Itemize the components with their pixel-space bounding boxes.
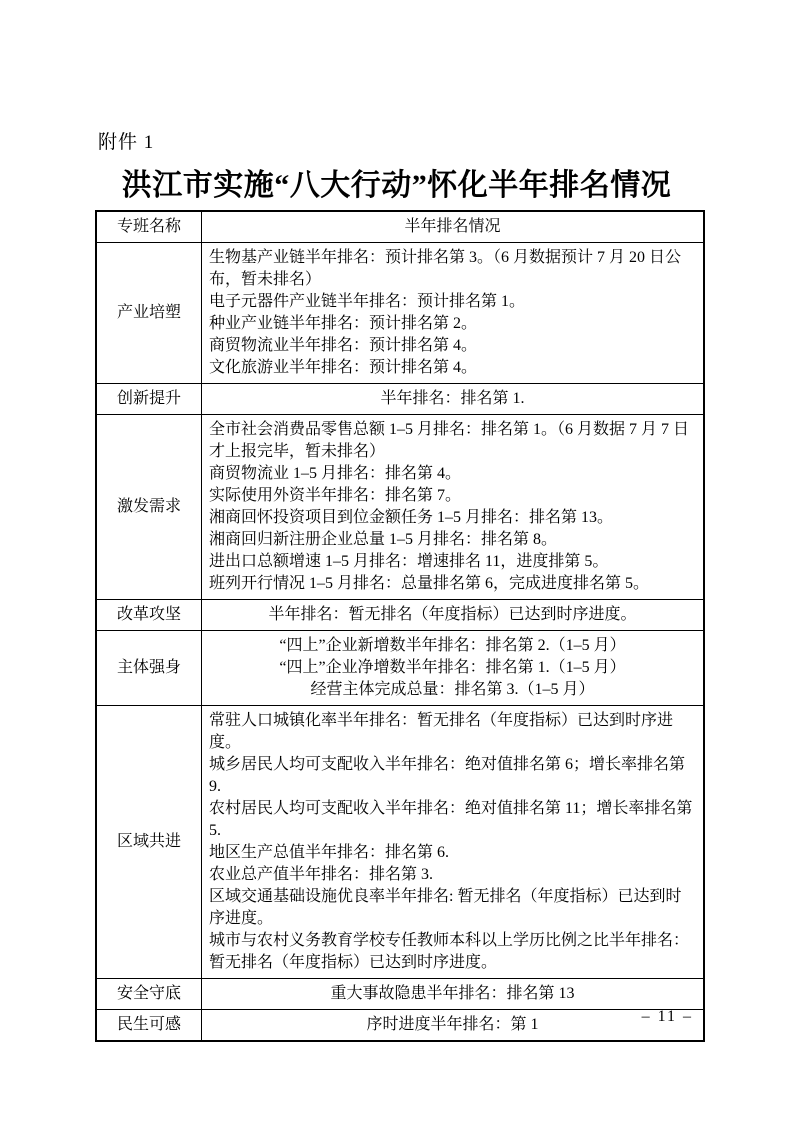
ranking-line: 重大事故隐患半年排名：排名第 13 — [330, 985, 575, 1002]
ranking-line: 区域交通基础设施优良率半年排名: 暂无排名（年度指标）已达到时序进度。 — [209, 888, 682, 927]
header-row — [96, 211, 704, 243]
ranking-line: 进出口总额增速 1–5 月排名：增速排名 11，进度排第 5。 — [209, 553, 609, 570]
ranking-line: 湘商回归新注册企业总量 1–5 月排名：排名第 8。 — [209, 531, 558, 548]
table-row — [96, 1010, 704, 1042]
ranking-detail-cell — [202, 600, 705, 631]
team-name-cell: 创新提升 — [96, 384, 202, 415]
team-name-cell: 激发需求 — [96, 415, 202, 600]
ranking-line: 半年排名：暂无排名（年度指标）已达到时序进度。 — [268, 606, 637, 623]
table-row — [96, 243, 704, 384]
team-name-cell: 产业培塑 — [96, 243, 202, 384]
ranking-detail-cell — [202, 706, 705, 979]
ranking-line: 实际使用外资半年排名：排名第 7。 — [209, 487, 462, 504]
ranking-line: 商贸物流业 1–5 月排名：排名第 4。 — [209, 465, 462, 482]
ranking-line: 电子元器件产业链半年排名：预计排名第 1。 — [209, 293, 526, 310]
table-row — [96, 415, 704, 600]
ranking-line: 班列开行情况 1–5 月排名：总量排名第 6，完成进度排名第 5。 — [209, 575, 650, 592]
ranking-line: “四上”企业新增数半年排名：排名第 2.（1–5 月） — [279, 637, 626, 654]
ranking-line: 地区生产总值半年排名：排名第 6. — [209, 844, 450, 861]
ranking-detail-cell — [202, 1010, 705, 1042]
table-row — [96, 384, 704, 415]
ranking-line: 商贸物流业半年排名：预计排名第 4。 — [209, 337, 478, 354]
ranking-line: 种业产业链半年排名：预计排名第 2。 — [209, 315, 478, 332]
ranking-detail-cell — [202, 384, 705, 415]
table-row — [96, 631, 704, 706]
ranking-line: 生物基产业链半年排名：预计排名第 3。（6 月数据预计 7 月 20 日公布，暂未排名） — [209, 249, 682, 288]
ranking-line: 城乡居民人均可支配收入半年排名：绝对值排名第 6；增长率排名第 9. — [209, 756, 686, 795]
table-row — [96, 706, 704, 979]
table-row — [96, 600, 704, 631]
team-name-cell: 主体强身 — [96, 631, 202, 706]
ranking-line: 常驻人口城镇化率半年排名：暂无排名（年度指标）已达到时序进度。 — [209, 712, 674, 751]
page-number: – 11 – — [641, 1008, 693, 1025]
table-header — [96, 211, 704, 243]
ranking-line: 湘商回怀投资项目到位金额任务 1–5 月排名：排名第 13。 — [209, 509, 614, 526]
ranking-line: 文化旅游业半年排名：预计排名第 4。 — [209, 359, 478, 376]
header-ranking-status: 半年排名情况 — [202, 211, 705, 243]
table-row — [96, 979, 704, 1010]
header-team-name: 专班名称 — [96, 211, 202, 243]
ranking-table — [95, 210, 705, 1042]
team-name-cell: 安全守底 — [96, 979, 202, 1010]
ranking-detail-cell — [202, 979, 705, 1010]
team-name-cell: 民生可感 — [96, 1010, 202, 1042]
ranking-detail-cell — [202, 243, 705, 384]
ranking-line: 全市社会消费品零售总额 1–5 月排名：排名第 1。（6 月数据 7 月 7 日才上报完毕，暂未排名） — [209, 421, 690, 460]
ranking-line: 半年排名：排名第 1. — [380, 390, 525, 407]
team-name-cell: 改革攻坚 — [96, 600, 202, 631]
table-body — [96, 243, 704, 1042]
page-title: 洪江市实施“八大行动”怀化半年排名情况 — [121, 169, 672, 202]
ranking-line: 农业总产值半年排名：排名第 3. — [209, 866, 434, 883]
ranking-line: 序时进度半年排名：第 1 — [366, 1016, 539, 1033]
team-name-cell: 区域共进 — [96, 706, 202, 979]
ranking-line: 农村居民人均可支配收入半年排名：绝对值排名第 11；增长率排名第 5. — [209, 800, 693, 839]
ranking-detail-cell — [202, 415, 705, 600]
ranking-detail-cell — [202, 631, 705, 706]
ranking-line: 经营主体完成总量：排名第 3.（1–5 月） — [310, 681, 595, 698]
ranking-line: “四上”企业净增数半年排名：排名第 1.（1–5 月） — [279, 659, 626, 676]
ranking-line: 城市与农村义务教育学校专任教师本科以上学历比例之比半年排名：暂无排名（年度指标）已达到时序进度。 — [209, 932, 690, 971]
attachment-label: 附件 1 — [98, 132, 155, 153]
